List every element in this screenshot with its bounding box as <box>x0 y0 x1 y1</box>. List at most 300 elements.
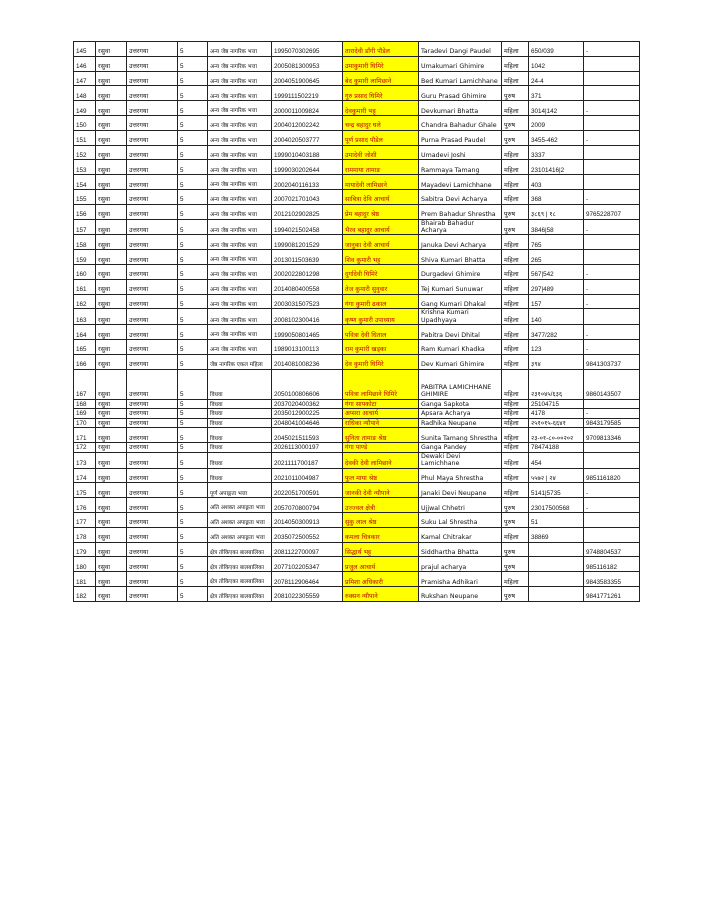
gender-cell: महिला <box>502 409 529 419</box>
phone-cell: - <box>584 189 640 204</box>
district-cell: रसुवा <box>96 309 127 325</box>
name-english-cell: Phul Maya Shrestha <box>419 468 502 483</box>
ward-cell: 5 <box>178 527 208 542</box>
allowance-type-cell: विधवा <box>208 409 272 419</box>
serial-number-cell: 159 <box>74 250 96 265</box>
name-nepali-cell: साबित्रा देवि आचार्य <box>343 189 419 204</box>
registration-id-cell: 2014050300913 <box>272 512 343 527</box>
gender-cell: पुरुष <box>502 542 529 557</box>
district-cell: रसुवा <box>96 175 127 190</box>
citizenship-number-cell <box>529 557 584 572</box>
table-row <box>74 586 640 601</box>
municipality-cell: उत्तरगया <box>127 498 178 513</box>
gender-cell: महिला <box>502 101 529 116</box>
serial-number-cell: 182 <box>74 586 96 601</box>
registration-id-cell: 2005081300953 <box>272 56 343 71</box>
ward-cell: 5 <box>178 204 208 219</box>
allowance-type-cell: विधवा <box>208 418 272 428</box>
citizenship-number-cell: 1042 <box>529 56 584 71</box>
citizenship-number-cell: ३९४ <box>529 354 584 369</box>
citizenship-number-cell: ५५७२ | २४ <box>529 468 584 483</box>
serial-number-cell: 161 <box>74 279 96 294</box>
phone-cell <box>584 71 640 86</box>
citizenship-number-cell: 3846|58 <box>529 219 584 235</box>
registration-id-cell: 2021111700187 <box>272 452 343 468</box>
allowance-type-cell: अन्य जेष्ठ नागरिक भत्ता <box>208 160 272 175</box>
name-nepali-cell: सुनिता तामाङ श्रेष्ठ <box>343 428 419 443</box>
name-english-cell: Sunita Tamang Shrestha <box>419 428 502 443</box>
serial-number-cell: 156 <box>74 204 96 219</box>
registration-id-cell: 2004020503777 <box>272 130 343 145</box>
allowance-type-cell: क्षेत्र तोकिएका बालबालिका <box>208 557 272 572</box>
table-row <box>74 483 640 498</box>
serial-number-cell: 150 <box>74 115 96 130</box>
name-nepali-cell: तेज कुमारी सुनुवार <box>343 279 419 294</box>
serial-number-cell: 157 <box>74 219 96 235</box>
serial-number-cell: 163 <box>74 309 96 325</box>
name-nepali-cell: पवित्रा देवी धिताल <box>343 325 419 340</box>
serial-number-cell: 178 <box>74 527 96 542</box>
gender-cell: महिला <box>502 468 529 483</box>
ward-cell: 5 <box>178 409 208 419</box>
registration-id-cell: 1994021502458 <box>272 219 343 235</box>
citizenship-number-cell: २३१०४५/६३६ <box>529 369 584 399</box>
municipality-cell: उत्तरगया <box>127 175 178 190</box>
name-english-cell: Tej Kumari Sunuwar <box>419 279 502 294</box>
citizenship-number-cell: 297|489 <box>529 279 584 294</box>
serial-number-cell: 152 <box>74 145 96 160</box>
district-cell: रसुवा <box>96 130 127 145</box>
name-english-cell: Pabitra Devi Dhital <box>419 325 502 340</box>
allowance-type-cell: अन्य जेष्ठ नागरिक भत्ता <box>208 279 272 294</box>
district-cell: रसुवा <box>96 264 127 279</box>
allowance-type-cell: अन्य जेष्ठ नागरिक भत्ता <box>208 71 272 86</box>
citizenship-number-cell: 4178 <box>529 409 584 419</box>
name-english-cell: Sabitra Devi Acharya <box>419 189 502 204</box>
citizenship-number-cell: 51 <box>529 512 584 527</box>
gender-cell: महिला <box>502 572 529 587</box>
municipality-cell: उत्तरगया <box>127 189 178 204</box>
gender-cell: पुरुष <box>502 86 529 101</box>
gender-cell: महिला <box>502 418 529 428</box>
municipality-cell: उत्तरगया <box>127 101 178 116</box>
phone-cell <box>584 56 640 71</box>
table-row <box>74 42 640 57</box>
phone-cell: 9860143507 <box>584 369 640 399</box>
phone-cell: - <box>584 409 640 419</box>
phone-cell: - <box>584 339 640 354</box>
gender-cell: महिला <box>502 354 529 369</box>
phone-cell: - <box>584 42 640 57</box>
registration-id-cell: 1999010403188 <box>272 145 343 160</box>
name-nepali-cell: गंगा सापकोटा <box>343 399 419 409</box>
citizenship-number-cell: 38869 <box>529 527 584 542</box>
name-english-cell: Ram Kumari Khadka <box>419 339 502 354</box>
table-row <box>74 130 640 145</box>
table-row <box>74 339 640 354</box>
municipality-cell: उत्तरगया <box>127 409 178 419</box>
gender-cell: महिला <box>502 294 529 309</box>
ward-cell: 5 <box>178 235 208 250</box>
name-nepali-cell: कृष्ण कुमारी उपाध्याय <box>343 309 419 325</box>
table-row <box>74 279 640 294</box>
name-english-cell: Taradevi Dangi Paudel <box>419 42 502 57</box>
table-row <box>74 512 640 527</box>
registration-id-cell: 2014081008236 <box>272 354 343 369</box>
gender-cell: पुरुष <box>502 512 529 527</box>
municipality-cell: उत्तरगया <box>127 86 178 101</box>
table-row <box>74 468 640 483</box>
allowance-type-cell: विधवा <box>208 399 272 409</box>
district-cell: रसुवा <box>96 418 127 428</box>
registration-id-cell: 1999081201529 <box>272 235 343 250</box>
phone-cell: - <box>584 101 640 116</box>
gender-cell: महिला <box>502 309 529 325</box>
phone-cell <box>584 309 640 325</box>
serial-number-cell: 148 <box>74 86 96 101</box>
registration-id-cell: 2081122700097 <box>272 542 343 557</box>
gender-cell: महिला <box>502 56 529 71</box>
municipality-cell: उत्तरगया <box>127 145 178 160</box>
district-cell: रसुवा <box>96 399 127 409</box>
phone-cell: - <box>584 219 640 235</box>
name-nepali-cell: उज्ज्वल क्षेत्री <box>343 498 419 513</box>
registration-id-cell: 2002022801298 <box>272 264 343 279</box>
municipality-cell: उत्तरगया <box>127 56 178 71</box>
allowance-type-cell: पूर्ण अपाङ्गता भत्ता <box>208 483 272 498</box>
serial-number-cell: 166 <box>74 354 96 369</box>
name-english-cell: Siddhartha Bhatta <box>419 542 502 557</box>
allowance-type-cell: अन्य जेष्ठ नागरिक भत्ता <box>208 339 272 354</box>
registration-id-cell: 2050100806606 <box>272 369 343 399</box>
citizenship-number-cell: ३८६९ | १८ <box>529 204 584 219</box>
serial-number-cell: 154 <box>74 175 96 190</box>
phone-cell <box>584 235 640 250</box>
serial-number-cell: 147 <box>74 71 96 86</box>
phone-cell: 9851161820 <box>584 468 640 483</box>
citizenship-number-cell: 140 <box>529 309 584 325</box>
district-cell: रसुवा <box>96 354 127 369</box>
district-cell: रसुवा <box>96 443 127 453</box>
district-cell: रसुवा <box>96 101 127 116</box>
name-nepali-cell: उमादेवी जोशी <box>343 145 419 160</box>
name-english-cell: Ganga Pandey <box>419 443 502 453</box>
ward-cell: 5 <box>178 586 208 601</box>
serial-number-cell: 151 <box>74 130 96 145</box>
gender-cell: पुरुष <box>502 115 529 130</box>
municipality-cell: उत्तरगया <box>127 468 178 483</box>
allowance-type-cell: अन्य जेष्ठ नागरिक भत्ता <box>208 264 272 279</box>
ward-cell: 5 <box>178 189 208 204</box>
phone-cell: 985116182 <box>584 557 640 572</box>
name-nepali-cell: भैरव बहादुर आचार्य <box>343 219 419 235</box>
allowance-type-cell: विधवा <box>208 443 272 453</box>
serial-number-cell: 155 <box>74 189 96 204</box>
municipality-cell: उत्तरगया <box>127 204 178 219</box>
ward-cell: 5 <box>178 86 208 101</box>
allowance-type-cell: विधवा <box>208 452 272 468</box>
district-cell: रसुवा <box>96 409 127 419</box>
gender-cell: महिला <box>502 235 529 250</box>
municipality-cell: उत्तरगया <box>127 586 178 601</box>
ward-cell: 5 <box>178 483 208 498</box>
ward-cell: 5 <box>178 369 208 399</box>
ward-cell: 5 <box>178 264 208 279</box>
allowance-type-cell: जेष्ठ नागरिक एकल महिला <box>208 354 272 369</box>
municipality-cell: उत्तरगया <box>127 557 178 572</box>
municipality-cell: उत्तरगया <box>127 115 178 130</box>
citizenship-number-cell: 368 <box>529 189 584 204</box>
phone-cell: - <box>584 325 640 340</box>
phone-cell <box>584 399 640 409</box>
district-cell: रसुवा <box>96 86 127 101</box>
district-cell: रसुवा <box>96 586 127 601</box>
municipality-cell: उत्तरगया <box>127 399 178 409</box>
registration-id-cell: 2000011009824 <box>272 101 343 116</box>
district-cell: रसुवा <box>96 325 127 340</box>
district-cell: रसुवा <box>96 219 127 235</box>
gender-cell: महिला <box>502 527 529 542</box>
table-row <box>74 86 640 101</box>
district-cell: रसुवा <box>96 339 127 354</box>
registration-id-cell: 2012102902825 <box>272 204 343 219</box>
district-cell: रसुवा <box>96 42 127 57</box>
gender-cell: पुरुष <box>502 498 529 513</box>
name-english-cell: Prem Bahadur Shrestha <box>419 204 502 219</box>
ward-cell: 5 <box>178 145 208 160</box>
registration-id-cell: 2077102205347 <box>272 557 343 572</box>
phone-cell <box>584 145 640 160</box>
registration-id-cell: 2078112906464 <box>272 572 343 587</box>
ward-cell: 5 <box>178 160 208 175</box>
ward-cell: 5 <box>178 42 208 57</box>
name-nepali-cell: राममाया तामाङ <box>343 160 419 175</box>
district-cell: रसुवा <box>96 294 127 309</box>
registration-id-cell: 2035012900225 <box>272 409 343 419</box>
registration-id-cell: 2037020400362 <box>272 399 343 409</box>
allowance-type-cell: अन्य जेष्ठ नागरिक भत्ता <box>208 56 272 71</box>
district-cell: रसुवा <box>96 204 127 219</box>
ward-cell: 5 <box>178 428 208 443</box>
table-row <box>74 498 640 513</box>
registration-id-cell: 1995070302695 <box>272 42 343 57</box>
serial-number-cell: 175 <box>74 483 96 498</box>
phone-cell: 9841771261 <box>584 586 640 601</box>
district-cell: रसुवा <box>96 145 127 160</box>
name-nepali-cell: कमला चित्रकार <box>343 527 419 542</box>
registration-id-cell: 2014080400558 <box>272 279 343 294</box>
gender-cell: महिला <box>502 42 529 57</box>
registration-id-cell: 2008102300416 <box>272 309 343 325</box>
ward-cell: 5 <box>178 443 208 453</box>
municipality-cell: उत्तरगया <box>127 71 178 86</box>
name-english-cell: Pramisha Adhikari <box>419 572 502 587</box>
municipality-cell: उत्तरगया <box>127 452 178 468</box>
registration-id-cell: 2035072500552 <box>272 527 343 542</box>
name-english-cell: Ujjwal Chhetri <box>419 498 502 513</box>
gender-cell: महिला <box>502 250 529 265</box>
allowance-type-cell: अन्य जेष्ठ नागरिक भत्ता <box>208 86 272 101</box>
table-row <box>74 219 640 235</box>
registration-id-cell: 2057070800794 <box>272 498 343 513</box>
table-row <box>74 204 640 219</box>
citizenship-number-cell: 78474188 <box>529 443 584 453</box>
table-row <box>74 557 640 572</box>
table-row <box>74 56 640 71</box>
gender-cell: महिला <box>502 339 529 354</box>
serial-number-cell: 174 <box>74 468 96 483</box>
name-nepali-cell: राम कुमारी खड्का <box>343 339 419 354</box>
allowance-type-cell: विधवा <box>208 369 272 399</box>
gender-cell: महिला <box>502 443 529 453</box>
municipality-cell: उत्तरगया <box>127 418 178 428</box>
citizenship-number-cell: 3014|142 <box>529 101 584 116</box>
name-english-cell: prajul acharya <box>419 557 502 572</box>
ward-cell: 5 <box>178 309 208 325</box>
name-english-cell: Dewaki Devi Lamichhane <box>419 452 502 468</box>
ward-cell: 5 <box>178 468 208 483</box>
ward-cell: 5 <box>178 56 208 71</box>
table-row <box>74 369 640 399</box>
district-cell: रसुवा <box>96 452 127 468</box>
serial-number-cell: 158 <box>74 235 96 250</box>
serial-number-cell: 160 <box>74 264 96 279</box>
serial-number-cell: 176 <box>74 498 96 513</box>
name-english-cell: Chandra Bahadur Ghale <box>419 115 502 130</box>
registration-id-cell: 2007021701043 <box>272 189 343 204</box>
citizenship-number-cell: 24-4 <box>529 71 584 86</box>
phone-cell: 9709813346 <box>584 428 640 443</box>
phone-cell <box>584 250 640 265</box>
gender-cell: पुरुष <box>502 219 529 235</box>
name-english-cell: Guru Prasad Ghimire <box>419 86 502 101</box>
table-row <box>74 250 640 265</box>
municipality-cell: उत्तरगया <box>127 309 178 325</box>
municipality-cell: उत्तरगया <box>127 483 178 498</box>
name-nepali-cell: रुक्सन न्यौपाने <box>343 586 419 601</box>
gender-cell: महिला <box>502 452 529 468</box>
table-row <box>74 428 640 443</box>
gender-cell: महिला <box>502 399 529 409</box>
municipality-cell: उत्तरगया <box>127 369 178 399</box>
citizenship-number-cell: 3455-462 <box>529 130 584 145</box>
table-row <box>74 354 640 369</box>
serial-number-cell: 177 <box>74 512 96 527</box>
district-cell: रसुवा <box>96 483 127 498</box>
serial-number-cell: 153 <box>74 160 96 175</box>
registration-id-cell: 2021011004987 <box>272 468 343 483</box>
district-cell: रसुवा <box>96 115 127 130</box>
table-row <box>74 145 640 160</box>
registration-id-cell: 2045021511593 <box>272 428 343 443</box>
gender-cell: महिला <box>502 189 529 204</box>
municipality-cell: उत्तरगया <box>127 279 178 294</box>
gender-cell: महिला <box>502 145 529 160</box>
municipality-cell: उत्तरगया <box>127 294 178 309</box>
allowance-type-cell: क्षेत्र तोकिएका बालबालिका <box>208 586 272 601</box>
name-nepali-cell: सिद्धार्थ भट्ट <box>343 542 419 557</box>
table-row <box>74 235 640 250</box>
name-nepali-cell: राधिका न्यौपाने <box>343 418 419 428</box>
name-nepali-cell: देव कुमारी घिमिरे <box>343 354 419 369</box>
serial-number-cell: 162 <box>74 294 96 309</box>
ward-cell: 5 <box>178 71 208 86</box>
name-english-cell: Rukshan Neupane <box>419 586 502 601</box>
serial-number-cell: 173 <box>74 452 96 468</box>
ward-cell: 5 <box>178 418 208 428</box>
ward-cell: 5 <box>178 542 208 557</box>
allowance-type-cell: अति अशक्त अपाङ्गता भत्ता <box>208 512 272 527</box>
citizenship-number-cell <box>529 542 584 557</box>
gender-cell: महिला <box>502 264 529 279</box>
name-english-cell: Durgadevi Ghimire <box>419 264 502 279</box>
ward-cell: 5 <box>178 219 208 235</box>
table-row <box>74 418 640 428</box>
serial-number-cell: 169 <box>74 409 96 419</box>
table-row <box>74 527 640 542</box>
citizenship-number-cell: 567|542 <box>529 264 584 279</box>
serial-number-cell: 165 <box>74 339 96 354</box>
phone-cell: - <box>584 483 640 498</box>
serial-number-cell: 171 <box>74 428 96 443</box>
ward-cell: 5 <box>178 512 208 527</box>
name-nepali-cell: अप्सरा आचार्य <box>343 409 419 419</box>
district-cell: रसुवा <box>96 527 127 542</box>
registration-id-cell: 2003031507523 <box>272 294 343 309</box>
ward-cell: 5 <box>178 572 208 587</box>
registration-id-cell: 2004051900645 <box>272 71 343 86</box>
district-cell: रसुवा <box>96 498 127 513</box>
municipality-cell: उत्तरगया <box>127 264 178 279</box>
gender-cell: महिला <box>502 369 529 399</box>
table-row <box>74 572 640 587</box>
municipality-cell: उत्तरगया <box>127 160 178 175</box>
allowance-type-cell: अन्य जेष्ठ नागरिक भत्ता <box>208 309 272 325</box>
ward-cell: 5 <box>178 498 208 513</box>
name-nepali-cell: प्रजुल आचार्य <box>343 557 419 572</box>
name-nepali-cell: बेद कुमारी लामिछाने <box>343 71 419 86</box>
allowance-type-cell: अन्य जेष्ठ नागरिक भत्ता <box>208 189 272 204</box>
district-cell: रसुवा <box>96 279 127 294</box>
allowance-type-cell: अन्य जेष्ठ नागरिक भत्ता <box>208 145 272 160</box>
municipality-cell: उत्तरगया <box>127 527 178 542</box>
district-cell: रसुवा <box>96 557 127 572</box>
phone-cell <box>584 443 640 453</box>
table-row <box>74 542 640 557</box>
ward-cell: 5 <box>178 354 208 369</box>
ward-cell: 5 <box>178 452 208 468</box>
serial-number-cell: 145 <box>74 42 96 57</box>
ward-cell: 5 <box>178 557 208 572</box>
gender-cell: महिला <box>502 279 529 294</box>
name-nepali-cell: तारादेवी डाँगी पौडेल <box>343 42 419 57</box>
allowance-type-cell: अन्य जेष्ठ नागरिक भत्ता <box>208 130 272 145</box>
table-row <box>74 452 640 468</box>
ward-cell: 5 <box>178 175 208 190</box>
gender-cell: पुरुष <box>502 557 529 572</box>
allowance-type-cell: क्षेत्र तोकिएका बालबालिका <box>208 542 272 557</box>
name-english-cell: Suku Lal Shrestha <box>419 512 502 527</box>
serial-number-cell: 180 <box>74 557 96 572</box>
municipality-cell: उत्तरगया <box>127 572 178 587</box>
table-row <box>74 175 640 190</box>
ward-cell: 5 <box>178 130 208 145</box>
allowance-type-cell: अन्य जेष्ठ नागरिक भत्ता <box>208 250 272 265</box>
name-english-cell: Krishna Kumari Upadhyaya <box>419 309 502 325</box>
phone-cell <box>584 160 640 175</box>
registration-id-cell: 1989013100113 <box>272 339 343 354</box>
district-cell: रसुवा <box>96 235 127 250</box>
